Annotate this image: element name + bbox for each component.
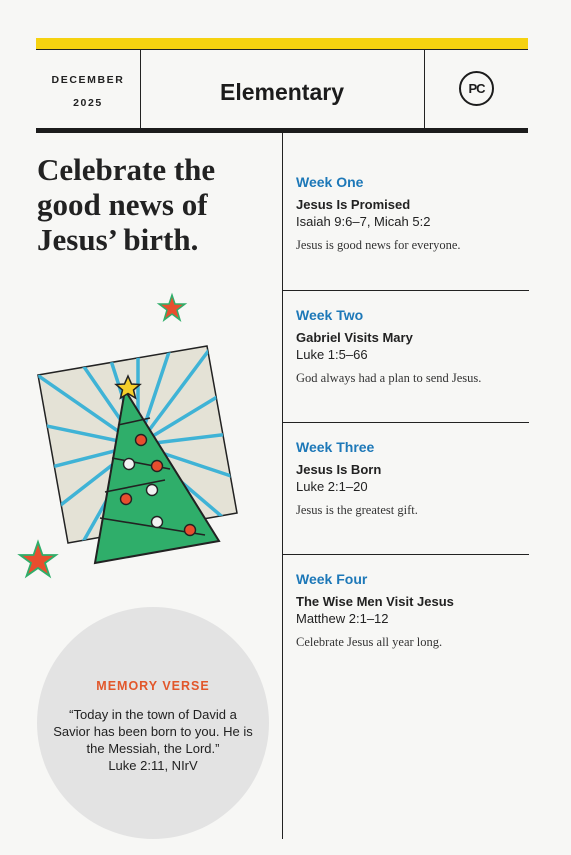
week-reference: Luke 1:5–66 — [296, 347, 368, 362]
week-label: Week Four — [296, 571, 368, 587]
large-star-icon — [20, 542, 56, 576]
pc-logo-icon — [459, 71, 494, 106]
page-headline: Celebrate the good news of Jesus’ birth. — [37, 152, 216, 257]
top-accent-bar — [36, 38, 528, 49]
week-reference: Matthew 2:1–12 — [296, 611, 389, 626]
week-divider — [283, 422, 529, 423]
header-date — [36, 50, 141, 130]
week-four-section — [283, 571, 528, 703]
small-star-icon — [159, 295, 185, 320]
memory-verse-circle — [37, 607, 269, 839]
week-reference: Isaiah 9:6–7, Micah 5:2 — [296, 214, 431, 229]
week-label: Week Two — [296, 307, 364, 323]
week-summary: Jesus is the greatest gift. — [296, 503, 418, 517]
week-summary: Celebrate Jesus all year long. — [296, 635, 443, 649]
week-summary: Jesus is good news for everyone. — [296, 238, 461, 252]
week-two-section — [283, 307, 528, 439]
week-title: Gabriel Visits Mary — [296, 330, 413, 345]
memory-verse-reference: Luke 2:11, NIrV — [108, 758, 198, 773]
header-title: Elementary — [219, 79, 344, 105]
week-divider — [283, 554, 529, 555]
week-title: The Wise Men Visit Jesus — [296, 594, 454, 609]
christmas-tree-illustration — [0, 280, 282, 600]
week-label: Week Three — [296, 439, 375, 455]
header-month: DECEMBER — [51, 74, 125, 86]
week-three-section — [283, 439, 528, 571]
week-reference: Luke 2:1–20 — [296, 479, 368, 494]
memory-verse-text: “Today in the town of David a Savior has been born to you. He is the Messiah, the Lord.” — [53, 707, 253, 756]
memory-verse-title: MEMORY VERSE — [96, 679, 210, 693]
week-divider — [283, 290, 529, 291]
header-year: 2025 — [73, 97, 103, 109]
header — [36, 49, 528, 130]
week-label: Week One — [296, 174, 364, 190]
header-logo-cell — [424, 50, 529, 130]
week-title: Jesus Is Promised — [296, 197, 411, 212]
week-summary: God always had a plan to send Jesus. — [296, 371, 482, 385]
week-one-section — [283, 174, 528, 306]
logo-text: PC — [468, 81, 485, 96]
week-title: Jesus Is Born — [296, 462, 382, 477]
